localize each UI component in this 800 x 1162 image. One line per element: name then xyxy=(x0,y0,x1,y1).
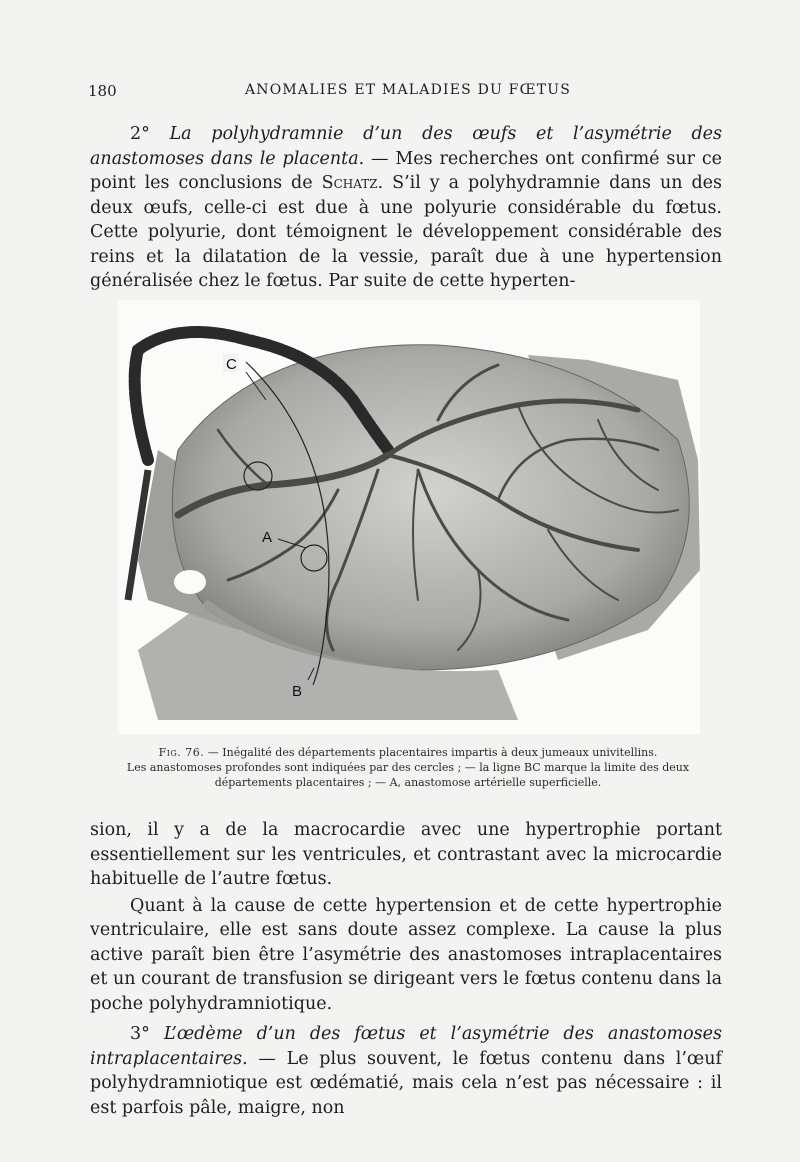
placental-disc xyxy=(172,345,689,670)
caption-line-2: Les anastomoses profondes sont indiquées par des cercles ; — la ligne BC marque la limite des deux xyxy=(126,761,690,774)
running-head: ANOMALIES ET MALADIES DU FŒTUS xyxy=(244,82,572,98)
membrane-hole xyxy=(174,570,206,594)
section-3-paragraph xyxy=(90,1022,722,1120)
placenta-photograph xyxy=(118,300,700,734)
placenta-figure xyxy=(118,300,700,734)
figure-number: Fig. 76. xyxy=(158,746,205,759)
section-2-number: 2° xyxy=(130,124,150,144)
label-b: B xyxy=(292,683,303,700)
section-2-title: La polyhydramnie d’un des œufs et l’asymétrie des anastomoses dans le placenta. xyxy=(90,124,722,169)
label-c: C xyxy=(226,356,237,373)
page-number: 180 xyxy=(88,82,117,100)
label-a: A xyxy=(262,529,273,546)
author-name: Schatz xyxy=(321,173,378,193)
page-header xyxy=(88,82,728,106)
section-3-text: — Le plus souvent, le fœtus contenu dans l’œuf polyhydramniotique est œdématié, mais cela n’est pas nécessaire : il est parfois pâle, maigre, non xyxy=(90,1048,722,1118)
cause-paragraph: Quant à la cause de cette hypertension et de cette hypertrophie ventriculaire, elle est sans doute assez complexe. La cause la plus active paraît bien être l’asymétrie des anastomoses intraplacentaires et un courant de transfusion se dirigeant vers le fœtus contenu dans la poche polyhydramniotique. xyxy=(90,895,722,1014)
figure-caption xyxy=(92,745,724,790)
caption-line-1: — Inégalité des départements placentaires impartis à deux jumeaux univitellins. xyxy=(204,746,658,759)
main-text-continued xyxy=(90,818,722,1120)
section-2-text-b: . S’il y a polyhydramnie dans un des deux œufs, celle-ci est due à une polyurie considérable du fœtus. Cette polyurie, dont témoignent le développement considérable des reins et la dilatation de la vessie, paraît due à une hypertension généralisée chez le fœtus. Par suite de cette hyperten- xyxy=(90,173,723,291)
section-3-title: L’œdème d’un des fœtus et l’asymétrie des anastomoses intraplacentaires. xyxy=(90,1024,722,1069)
section-2-paragraph xyxy=(90,122,722,294)
continuation-paragraph: sion, il y a de la macrocardie avec une hypertrophie portant essentiellement sur les ventricules, et contrastant avec la microcardie habituelle de l’autre fœtus. xyxy=(90,820,722,889)
section-2-text-a: — Mes recherches ont confirmé sur ce point les conclusions de xyxy=(90,148,722,193)
caption-line-3: départements placentaires ; — A, anastomose artérielle superficielle. xyxy=(214,776,602,789)
section-3-number: 3° xyxy=(130,1024,150,1044)
